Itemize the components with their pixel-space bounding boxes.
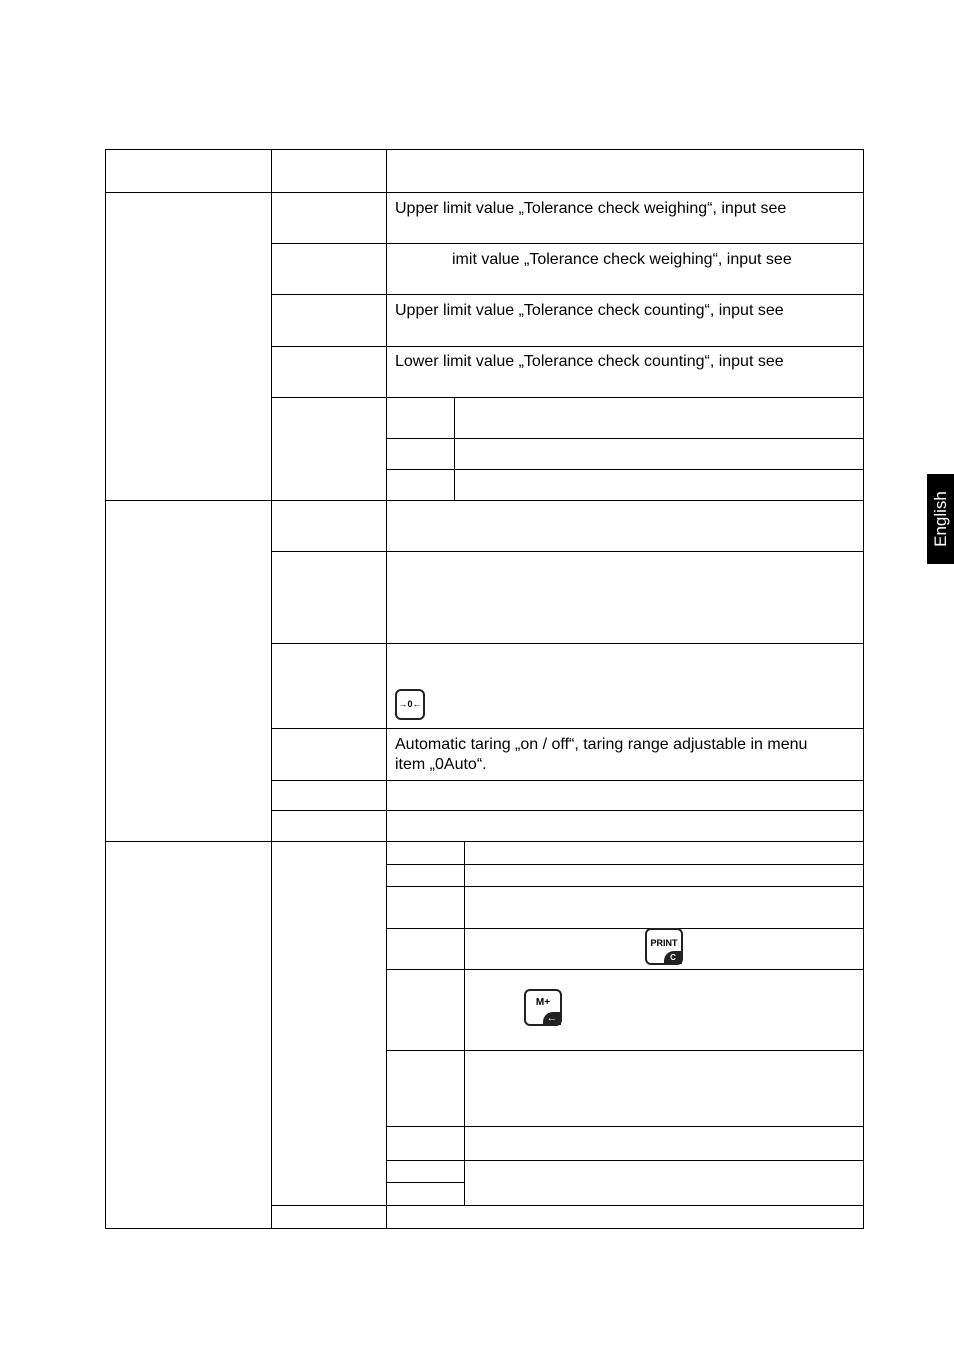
sub-row-border: [386, 864, 864, 865]
sub-col-divider: [454, 397, 455, 500]
row-border: [271, 728, 864, 729]
print-key-icon: [645, 928, 683, 965]
mplus-key-icon: [524, 989, 562, 1026]
auto-taring-text-line1: Automatic taring „on / off“, taring range adjustable in menu: [395, 736, 808, 753]
row-border: [271, 397, 864, 398]
row-border: [271, 551, 864, 552]
sub-col-divider: [464, 841, 465, 1205]
sub-row-border: [386, 886, 864, 887]
print-key-label: PRINT: [650, 938, 678, 948]
col-divider-2: [386, 149, 387, 1229]
sub-row-border: [386, 1050, 864, 1051]
lower-limit-weighing-text: imit value „Tolerance check weighing“, input see: [452, 251, 792, 268]
row-border: [271, 810, 864, 811]
header-row-border: [105, 192, 864, 193]
sub-row-border: [386, 1160, 864, 1161]
row-border: [271, 643, 864, 644]
upper-limit-weighing-text: Upper limit value „Tolerance check weighing“, input see: [395, 200, 787, 217]
zero-key-label: →0←: [398, 699, 422, 709]
language-tab: [927, 474, 954, 564]
row-border: [271, 294, 864, 295]
sub-row-border: [386, 1126, 864, 1127]
row-border: [271, 780, 864, 781]
mplus-key-label: M+: [535, 997, 551, 1008]
language-tab-label: English: [930, 491, 950, 547]
sub-row-border: [386, 969, 864, 970]
zero-key-icon: [395, 689, 425, 720]
sub-row-border: [386, 438, 864, 439]
mplus-key-sub: ←: [543, 1012, 561, 1025]
print-key-sub: C: [664, 951, 682, 964]
sub-row-border: [386, 1182, 465, 1183]
row-border: [271, 243, 864, 244]
upper-limit-counting-text: Upper limit value „Tolerance check counting“, input see: [395, 302, 784, 319]
lower-limit-counting-text: Lower limit value „Tolerance check counting“, input see: [395, 353, 784, 370]
section-border: [105, 500, 864, 501]
sub-row-border: [386, 928, 864, 929]
row-border: [271, 346, 864, 347]
auto-taring-text-line2: item „0Auto“.: [395, 756, 487, 773]
col-divider-1: [271, 149, 272, 1229]
section-border: [105, 841, 864, 842]
row-border: [271, 1205, 864, 1206]
sub-row-border: [386, 469, 864, 470]
